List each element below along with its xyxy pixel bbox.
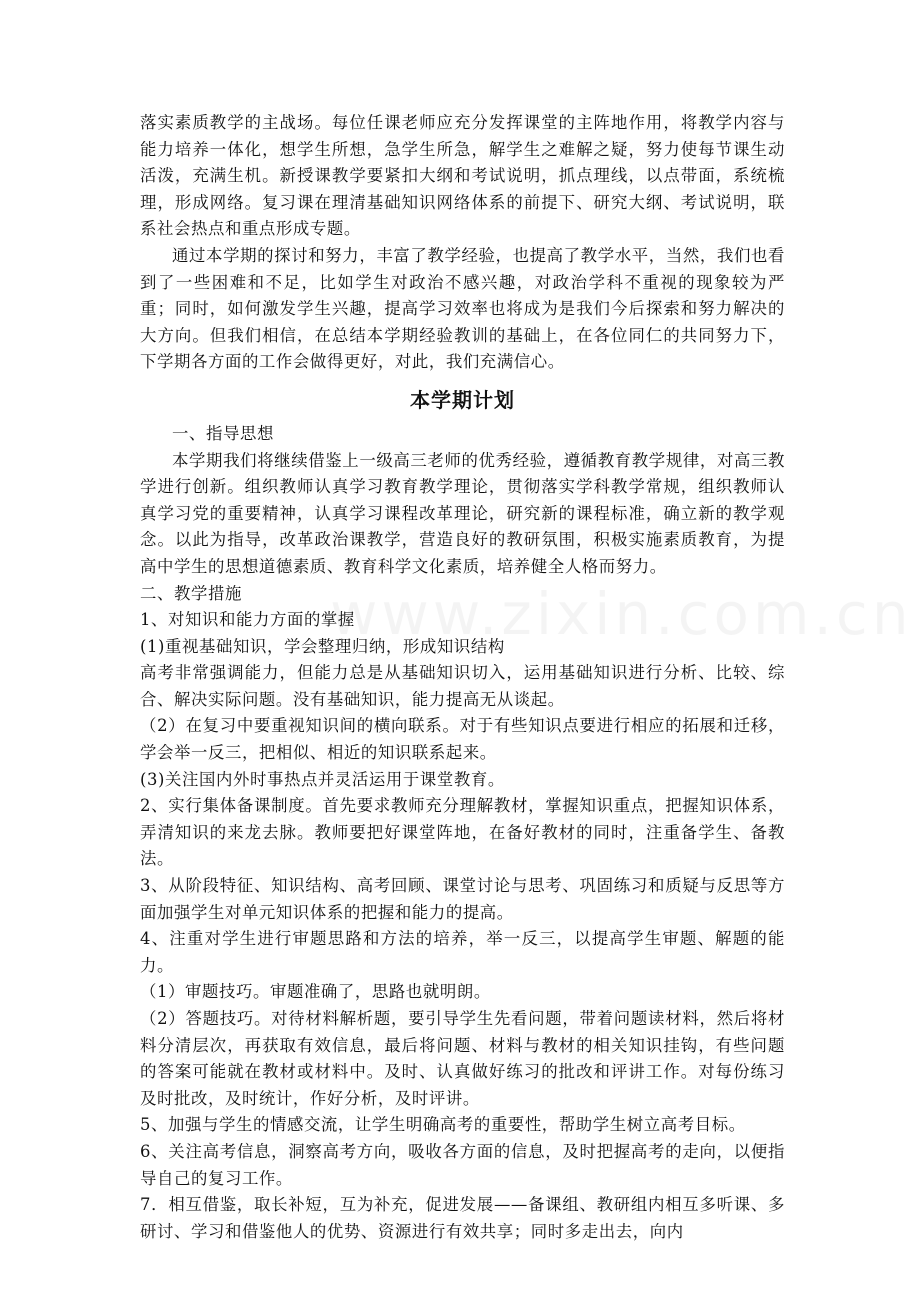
- document-page: [140, 110, 785, 1245]
- paragraph-summary-1: 落实素质教学的主战场。每位任课老师应充分发挥课堂的主阵地作用，将教学内容与能力培养一体化，想学生所想，急学生所急，解学生之难解之疑，努力使每节课生动活泼，充满生机。新授课教学要紧扣大纲和考试说明，抓点理线，以点带面，系统梳理，形成网络。复习课在理清基础知识网络体系的前提下、研究大纲、考试说明，联系社会热点和重点形成专题。: [140, 113, 785, 239]
- item-7: 7．相互借鉴，取长补短，互为补充，促进发展——备课组、教研组内相互多听课、多研讨、学习和借鉴他人的优势、资源进行有效共享；同时多走出去，向内: [140, 1195, 785, 1241]
- item-1-sub-1-body: 高考非常强调能力，但能力总是从基础知识切入，运用基础知识进行分析、比较、综合、解决实际问题。没有基础知识，能力提高无从谈起。: [140, 663, 785, 709]
- item-1-sub-3: (3)关注国内外时事热点并灵活运用于课堂教育。: [140, 769, 505, 789]
- item-4-sub-1: （1）审题技巧。审题准确了，思路也就明朗。: [140, 982, 491, 1002]
- item-3: 3、从阶段特征、知识结构、高考回顾、课堂讨论与思考、巩固练习和质疑与反思等方面加强学生对单元知识体系的把握和能力的提高。: [140, 876, 785, 922]
- paragraph-guiding-ideology: 本学期我们将继续借鉴上一级高三老师的优秀经验，遵循教育教学规律，对高三教学进行创新。组织教师认真学习教育教学理论，贯彻落实学科教学常规，组织教师认真学习党的重要精神，认真学习课程改革理论，研究新的课程标准，确立新的教学观念。以此为指导，改革政治课教学，营造良好的教研氛围，积极实施素质教育，为提高中学生的思想道德素质、教育科学文化素质，培养健全人格而努力。: [140, 450, 785, 576]
- item-1-sub-1: (1)重视基础知识，学会整理归纳，形成知识结构: [140, 636, 505, 656]
- item-6: 6、关注高考信息，洞察高考方向，吸收各方面的信息，及时把握高考的走向，以便指导自己的复习工作。: [140, 1141, 785, 1188]
- item-5: 5、加强与学生的情感交流，让学生明确高考的重要性，帮助学生树立高考目标。: [140, 1115, 746, 1135]
- item-4-sub-2: （2）答题技巧。对待材料解析题，要引导学生先看问题，带着问题读材料，然后将材料分清层次，再获取有效信息，最后将问题、材料与教材的相关知识挂钩，有些问题的答案可能就在教材或材料中。及时、认真做好练习的批改和评讲工作。对每份练习及时批改，及时统计，作好分析，及时评讲。: [140, 1009, 785, 1108]
- section-title: 本学期计划: [410, 387, 515, 412]
- heading-teaching-measures: 二、教学措施: [140, 583, 242, 603]
- item-1-heading: 1、对知识和能力方面的掌握: [140, 610, 355, 630]
- item-4: 4、注重对学生进行审题思路和方法的培养，举一反三，以提高学生审题、解题的能力。: [140, 929, 785, 975]
- heading-guiding-ideology: 一、指导思想: [172, 423, 274, 443]
- paragraph-summary-2: 通过本学期的探讨和努力，丰富了教学经验，也提高了教学水平，当然，我们也看到了一些困难和不足，比如学生对政治不感兴趣，对政治学科不重视的现象较为严重；同时，如何激发学生兴趣，提高学习效率也将成为是我们今后探索和努力解决的大方向。但我们相信，在总结本学期经验教训的基础上，在各位同仁的共同努力下，下学期各方面的工作会做得更好，对此，我们充满信心。: [140, 245, 785, 372]
- item-1-sub-2: （2）在复习中要重视知识间的横向联系。对于有些知识点要进行相应的拓展和迁移，学会举一反三，把相似、相近的知识联系起来。: [140, 716, 785, 763]
- item-2: 2、实行集体备课制度。首先要求教师充分理解教材，掌握知识重点，把握知识体系，弄清知识的来龙去脉。教师要把好课堂阵地，在备好教材的同时，注重备学生、备教法。: [140, 796, 785, 869]
